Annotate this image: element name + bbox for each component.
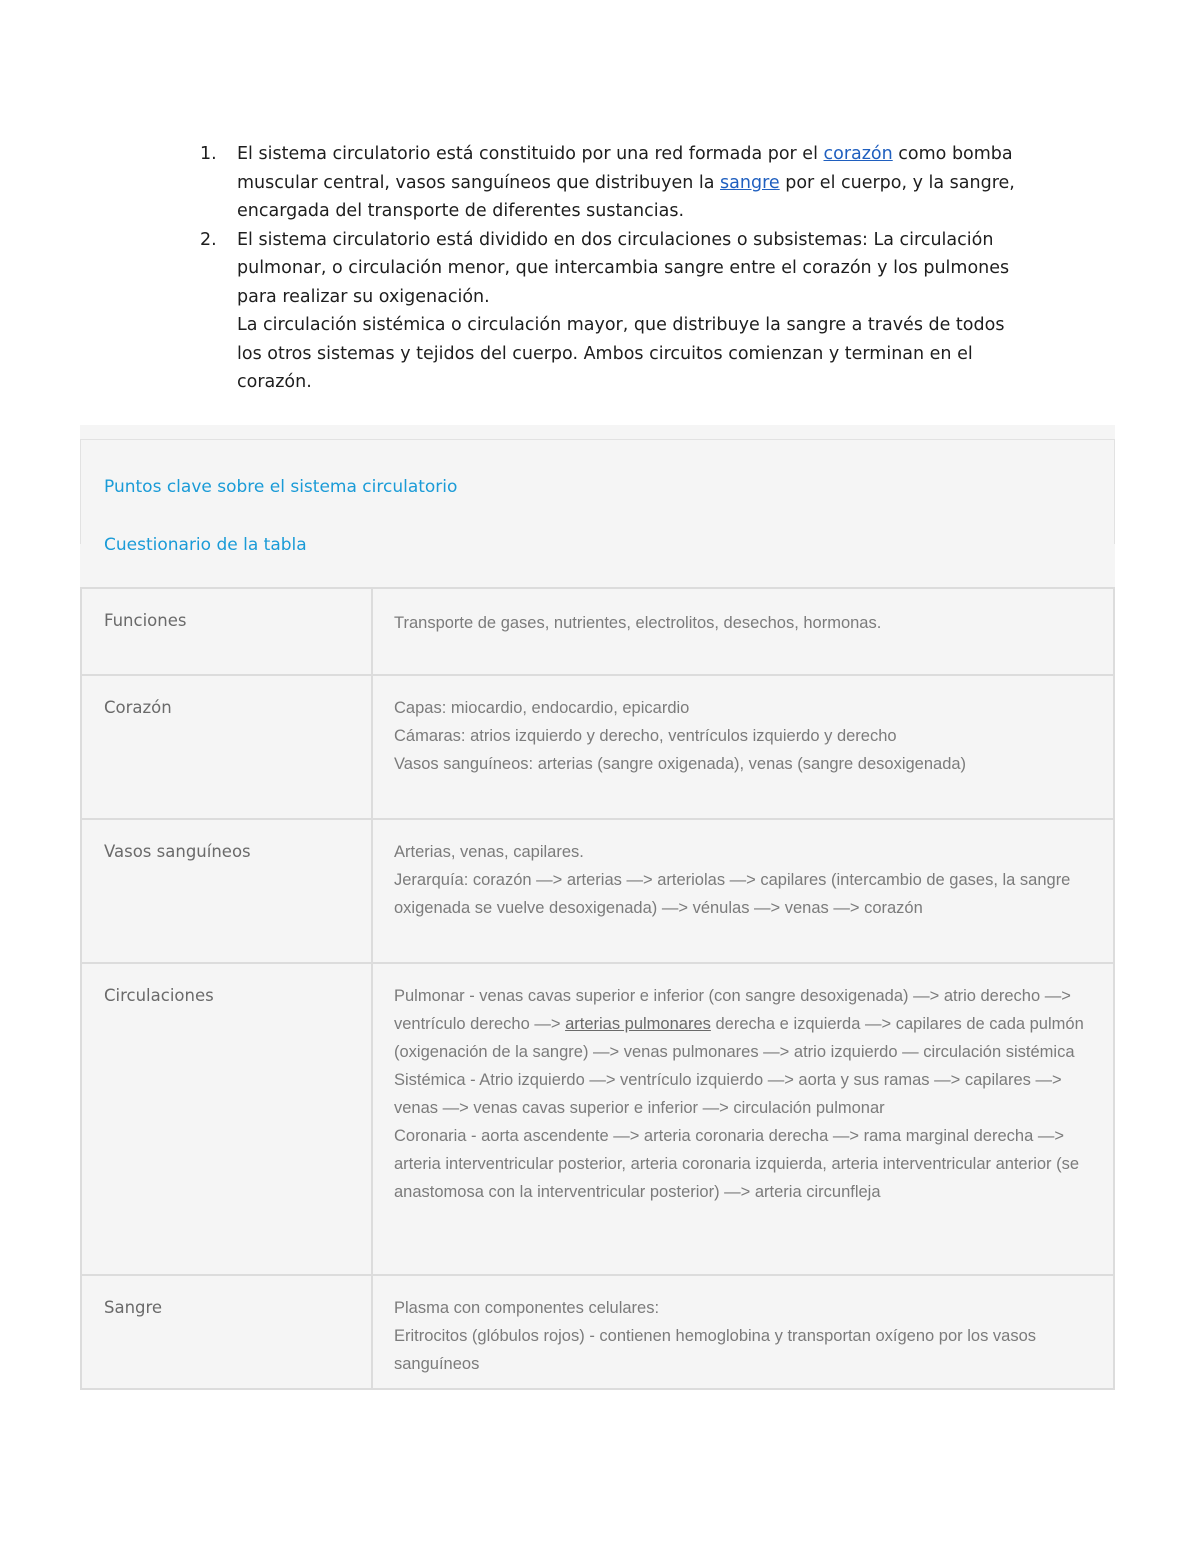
row-label: Vasos sanguíneos — [81, 819, 372, 963]
row-content: Plasma con componentes celulares: Eritrocitos (glóbulos rojos) - contienen hemoglobina y transportan oxígeno por los vasos sanguíneos — [372, 1275, 1114, 1389]
row-content: Transporte de gases, nutrientes, electrolitos, desechos, hormonas. — [372, 588, 1114, 675]
pulmonary-arteries-link[interactable]: arterias pulmonares — [565, 1015, 711, 1033]
list-item-text: El sistema circulatorio está constituido por una red formada por el corazón como bomba muscular central, vasos sanguíneos que distribuyen la sangre por el cuerpo, y la sangre, encargada del transporte de diferentes sustancias. — [237, 144, 1015, 221]
row-label: Funciones — [81, 588, 372, 675]
paragraph: El sistema circulatorio está dividido en dos circulaciones o subsistemas: La circulación pulmonar, o circulación menor, que intercambia sangre entre el corazón y los pulmones para realizar su oxigenación. — [237, 229, 1010, 307]
systemic-circulation: Sistémica - Atrio izquierdo —> ventrículo izquierdo —> aorta y sus ramas —> capilares —> venas —> venas cavas superior e inferior —> circulación pulmonar — [394, 1071, 1062, 1117]
table-row — [81, 588, 1114, 675]
row-content: Capas: miocardio, endocardio, epicardio Cámaras: atrios izquierdo y derecho, ventrículos izquierdo y derecho Vasos sanguíneos: arterias (sangre oxigenada), venas (sangre desoxigenada) — [372, 675, 1114, 819]
blood-link[interactable]: sangre — [720, 172, 780, 193]
table-row — [81, 675, 1114, 819]
list-item — [200, 140, 1030, 226]
row-content — [372, 963, 1114, 1275]
row-content: Arterias, venas, capilares. Jerarquía: corazón —> arterias —> arteriolas —> capilares (intercambio de gases, la sangre oxigenada se vuelve desoxigenada) —> vénulas —> venas —> corazón — [372, 819, 1114, 963]
row-label: Sangre — [81, 1275, 372, 1389]
list-item-text — [237, 226, 1030, 397]
quiz-link[interactable]: Cuestionario de la tabla — [104, 535, 307, 555]
key-points-link[interactable]: Puntos clave sobre el sistema circulatorio — [104, 477, 458, 497]
row-label: Circulaciones — [81, 963, 372, 1275]
list-number: 1. — [200, 144, 217, 164]
table-row — [81, 1275, 1114, 1389]
table-row — [81, 963, 1114, 1275]
heart-link[interactable]: corazón — [823, 144, 893, 164]
list-number: 2. — [200, 229, 217, 250]
table-row — [81, 819, 1114, 963]
row-label: Corazón — [81, 675, 372, 819]
coronary-circulation: Coronaria - aorta ascendente —> arteria coronaria derecha —> rama marginal derecha —> arteria interventricular posterior, arteria coronaria izquierda, arteria interventricular anterior (se anastomosa con la interventricular posterior) —> arteria circunfleja — [394, 1127, 1080, 1201]
pulmonar-circulation: Pulmonar - venas cavas superior e inferior (con sangre desoxigenada) —> atrio derecho —> ventrículo derecho —> arterias pulmonares derecha e izquierda —> capilares de cada pulmón (oxigenación de la sangre) —> venas pulmonares —> atrio izquierdo — circulación sistémica — [394, 987, 1084, 1061]
list-item — [200, 226, 1030, 397]
key-points-panel — [80, 425, 1115, 1390]
paragraph: La circulación sistémica o circulación mayor, que distribuye la sangre a través de todos los otros sistemas y tejidos del cuerpo. Ambos circuitos comienzan y terminan en el corazón. — [237, 315, 1005, 392]
key-points-table — [80, 587, 1115, 1390]
numbered-list — [200, 140, 1030, 397]
panel-header — [80, 439, 1115, 555]
